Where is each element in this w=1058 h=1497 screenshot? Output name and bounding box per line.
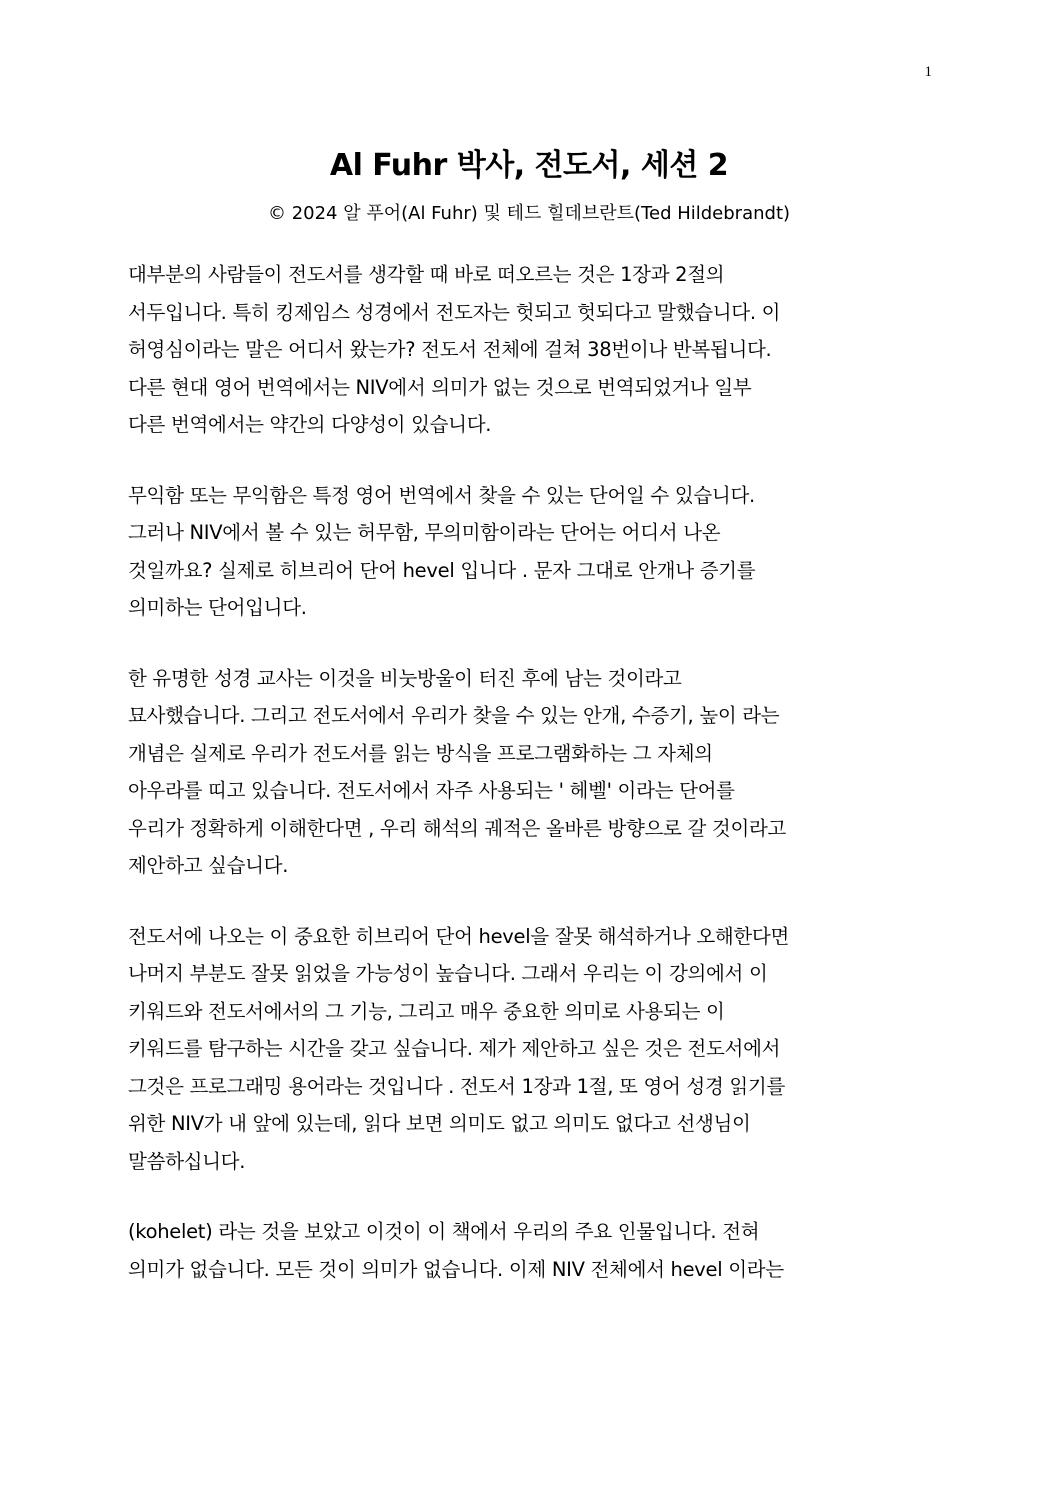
text-line: 그러나 NIV에서 볼 수 있는 허무함, 무의미함이라는 단어는 어디서 나온	[128, 521, 721, 544]
text-line: 무익함 또는 무익함은 특정 영어 번역에서 찾을 수 있는 단어일 수 있습니다.	[128, 483, 755, 507]
text-line: 다른 현대 영어 번역에서는 NIV에서 의미가 없는 것으로 번역되었거나 일부	[128, 375, 752, 399]
text-line: 허영심이라는 말은 어디서 왔는가? 전도서 전체에 걸쳐 38번이나 반복됩니다.	[128, 338, 772, 361]
text-line: 키워드를 탐구하는 시간을 갖고 싶습니다. 제가 제안하고 싶은 것은 전도서에서	[128, 1037, 781, 1060]
text-line: 아우라를 띠고 있습니다. 전도서에서 자주 사용되는 ' 헤벨' 이라는 단어를	[128, 779, 735, 802]
text-line: 다른 번역에서는 약간의 다양성이 있습니다.	[128, 413, 492, 436]
paragraph	[128, 660, 928, 885]
text-line: 제안하고 싶습니다.	[128, 854, 289, 877]
paragraph	[128, 1213, 928, 1288]
text-line: 그것은 프로그래밍 용어라는 것입니다 . 전도서 1장과 1절, 또 영어 성경 읽기를	[128, 1074, 786, 1098]
document-title: Al Fuhr 박사, 전도서, 세션 2	[329, 148, 729, 183]
text-line: 말씀하십니다.	[128, 1149, 246, 1173]
text-line: 나머지 부분도 잘못 읽었을 가능성이 높습니다. 그래서 우리는 이 강의에서 이	[128, 962, 768, 985]
text-line: 서두입니다. 특히 킹제임스 성경에서 전도자는 헛되고 헛되다고 말했습니다. 이	[128, 300, 781, 324]
copyright-line: © 2024 알 푸어(Al Fuhr) 및 테드 힐데브란트(Ted Hildebrandt)	[267, 203, 791, 224]
text-line: 우리가 정확하게 이해한다면 , 우리 해석의 궤적은 올바른 방향으로 갈 것이라고	[128, 816, 787, 840]
text-line: 것일까요? 실제로 히브리어 단어 hevel 입니다 . 문자 그대로 안개나 증기를	[128, 558, 756, 582]
text-line: 위한 NIV가 내 앞에 있는데, 읽다 보면 의미도 없고 의미도 없다고 선생님이	[128, 1112, 751, 1135]
text-line: 의미가 없습니다. 모든 것이 의미가 없습니다. 이제 NIV 전체에서 hevel 이라는	[128, 1257, 784, 1281]
text-line: 개념은 실제로 우리가 전도서를 읽는 방식을 프로그램화하는 그 자체의	[128, 741, 713, 765]
body-text	[128, 256, 928, 1321]
paragraph	[128, 256, 928, 444]
text-line: 의미하는 단어입니다.	[128, 596, 307, 619]
text-line: 한 유명한 성경 교사는 이것을 비눗방울이 터진 후에 남는 것이라고	[128, 666, 682, 690]
paragraph	[128, 477, 928, 627]
text-line: (kohelet) 라는 것을 보았고 이것이 이 책에서 우리의 주요 인물입니다. 전혀	[128, 1220, 760, 1243]
text-line: 키워드와 전도서에서의 그 기능, 그리고 매우 중요한 의미로 사용되는 이	[128, 999, 725, 1023]
text-line: 묘사했습니다. 그리고 전도서에서 우리가 찾을 수 있는 안개, 수증기, 높이 라는	[128, 704, 780, 727]
page-number: 1	[924, 64, 932, 80]
text-line: 전도서에 나오는 이 중요한 히브리어 단어 hevel을 잘못 해석하거나 오해한다면	[128, 924, 790, 948]
paragraph	[128, 918, 928, 1181]
text-line: 대부분의 사람들이 전도서를 생각할 때 바로 떠오르는 것은 1장과 2절의	[128, 263, 725, 286]
